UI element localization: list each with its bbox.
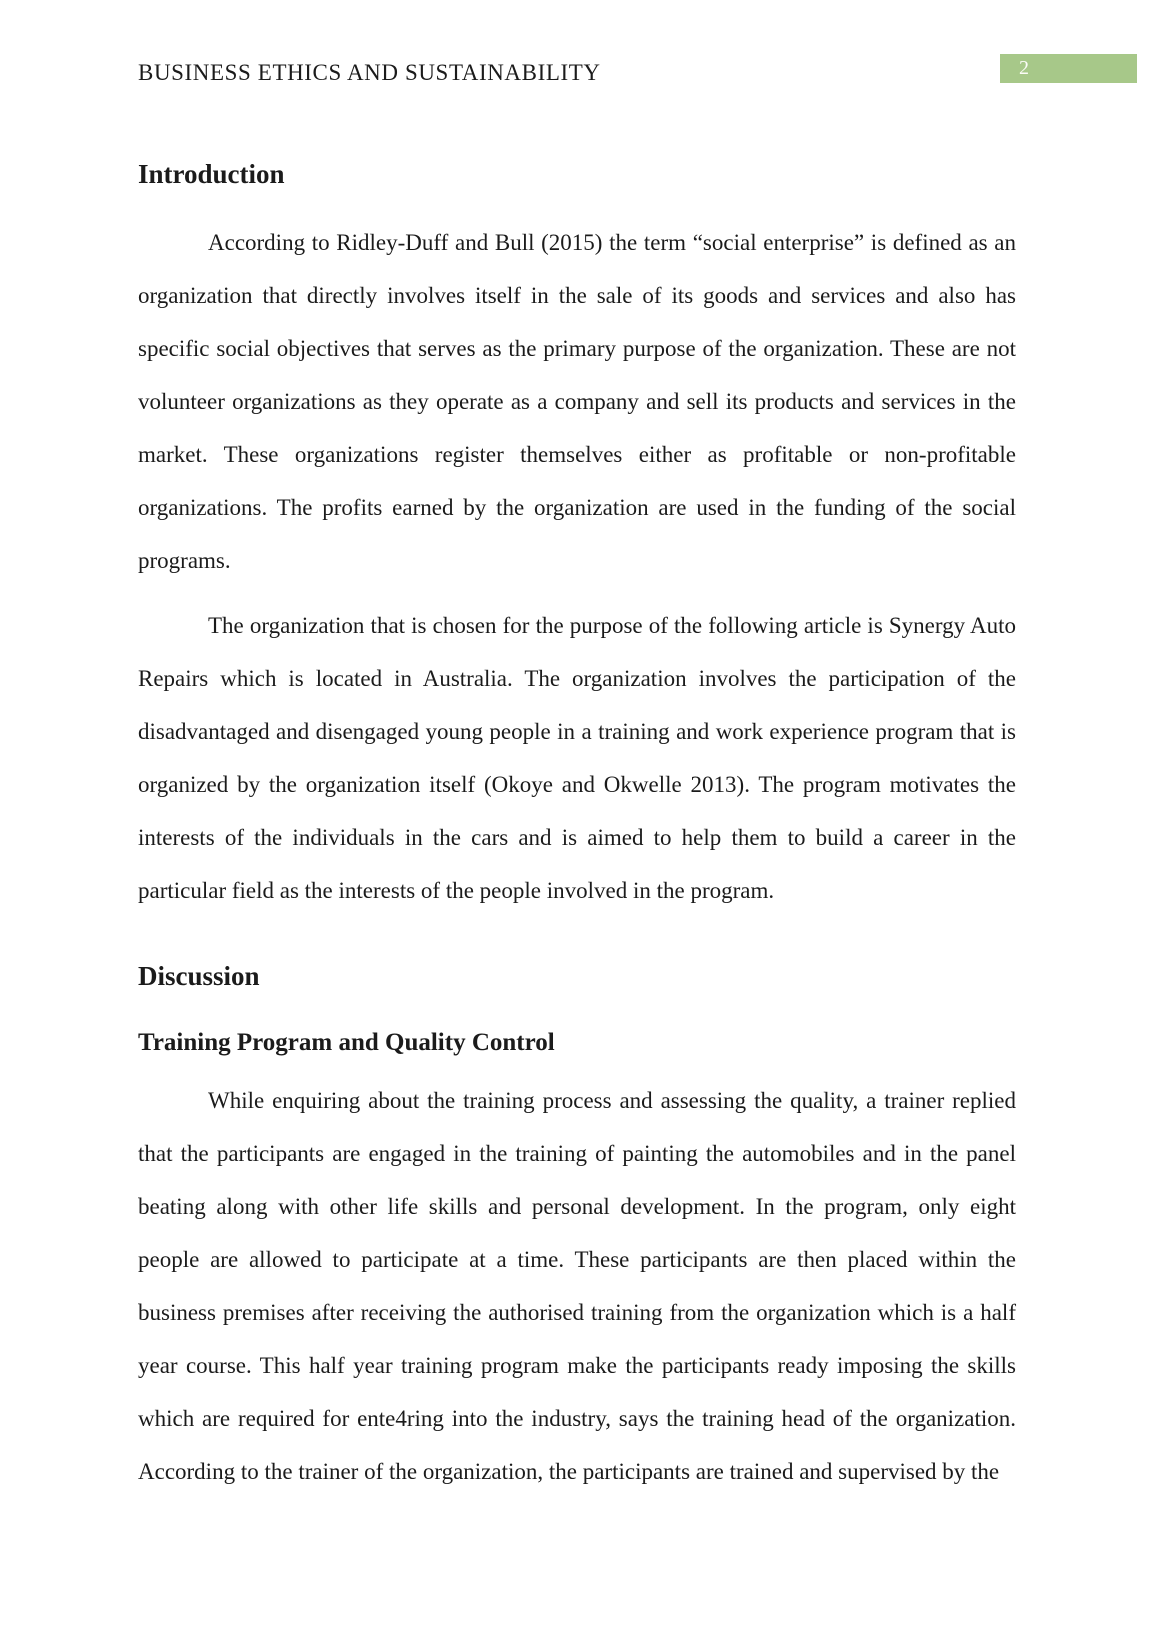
- section-heading-discussion: Discussion: [138, 961, 260, 991]
- page-number-badge: [1000, 54, 1137, 83]
- page-number-value: 2: [1019, 57, 1029, 79]
- section-heading-introduction: Introduction: [138, 159, 285, 189]
- paragraph-discussion-1: While enquiring about the training process and assessing the quality, a trainer replied that the participants are engaged in the training of painting the automobiles and in the panel beating along with other life skills and personal development. In the program, only eight people are allowed to participate at a time. These participants are then placed within the business premises after receiving the authorised training from the organization which is a half year course. This half year training program make the participants ready imposing the skills which are required for ente4ring into the industry, says the training head of the organization. According to the trainer of the organization, the participants are trained and supervised by the: [138, 1088, 1016, 1484]
- document-body: [138, 0, 1016, 1638]
- subsection-heading-training-program: Training Program and Quality Control: [138, 1029, 555, 1056]
- paragraph-introduction-1: According to Ridley-Duff and Bull (2015) the term “social enterprise” is defined as an organization that directly involves itself in the sale of its goods and services and also has specific social objectives that serves as the primary purpose of the organization. These are not volunteer organizations as they operate as a company and sell its products and services in the market. These organizations register themselves either as profitable or non-profitable organizations. The profits earned by the organization are used in the funding of the social programs.: [138, 230, 1016, 573]
- running-head: BUSINESS ETHICS AND SUSTAINABILITY: [138, 60, 601, 85]
- paragraph-introduction-2: The organization that is chosen for the purpose of the following article is Synergy Auto Repairs which is located in Australia. The organization involves the participation of the disadvantaged and disengaged young people in a training and work experience program that is organized by the organization itself (Okoye and Okwelle 2013). The program motivates the interests of the individuals in the cars and is aimed to help them to build a career in the particular field as the interests of the people involved in the program.: [138, 613, 1016, 903]
